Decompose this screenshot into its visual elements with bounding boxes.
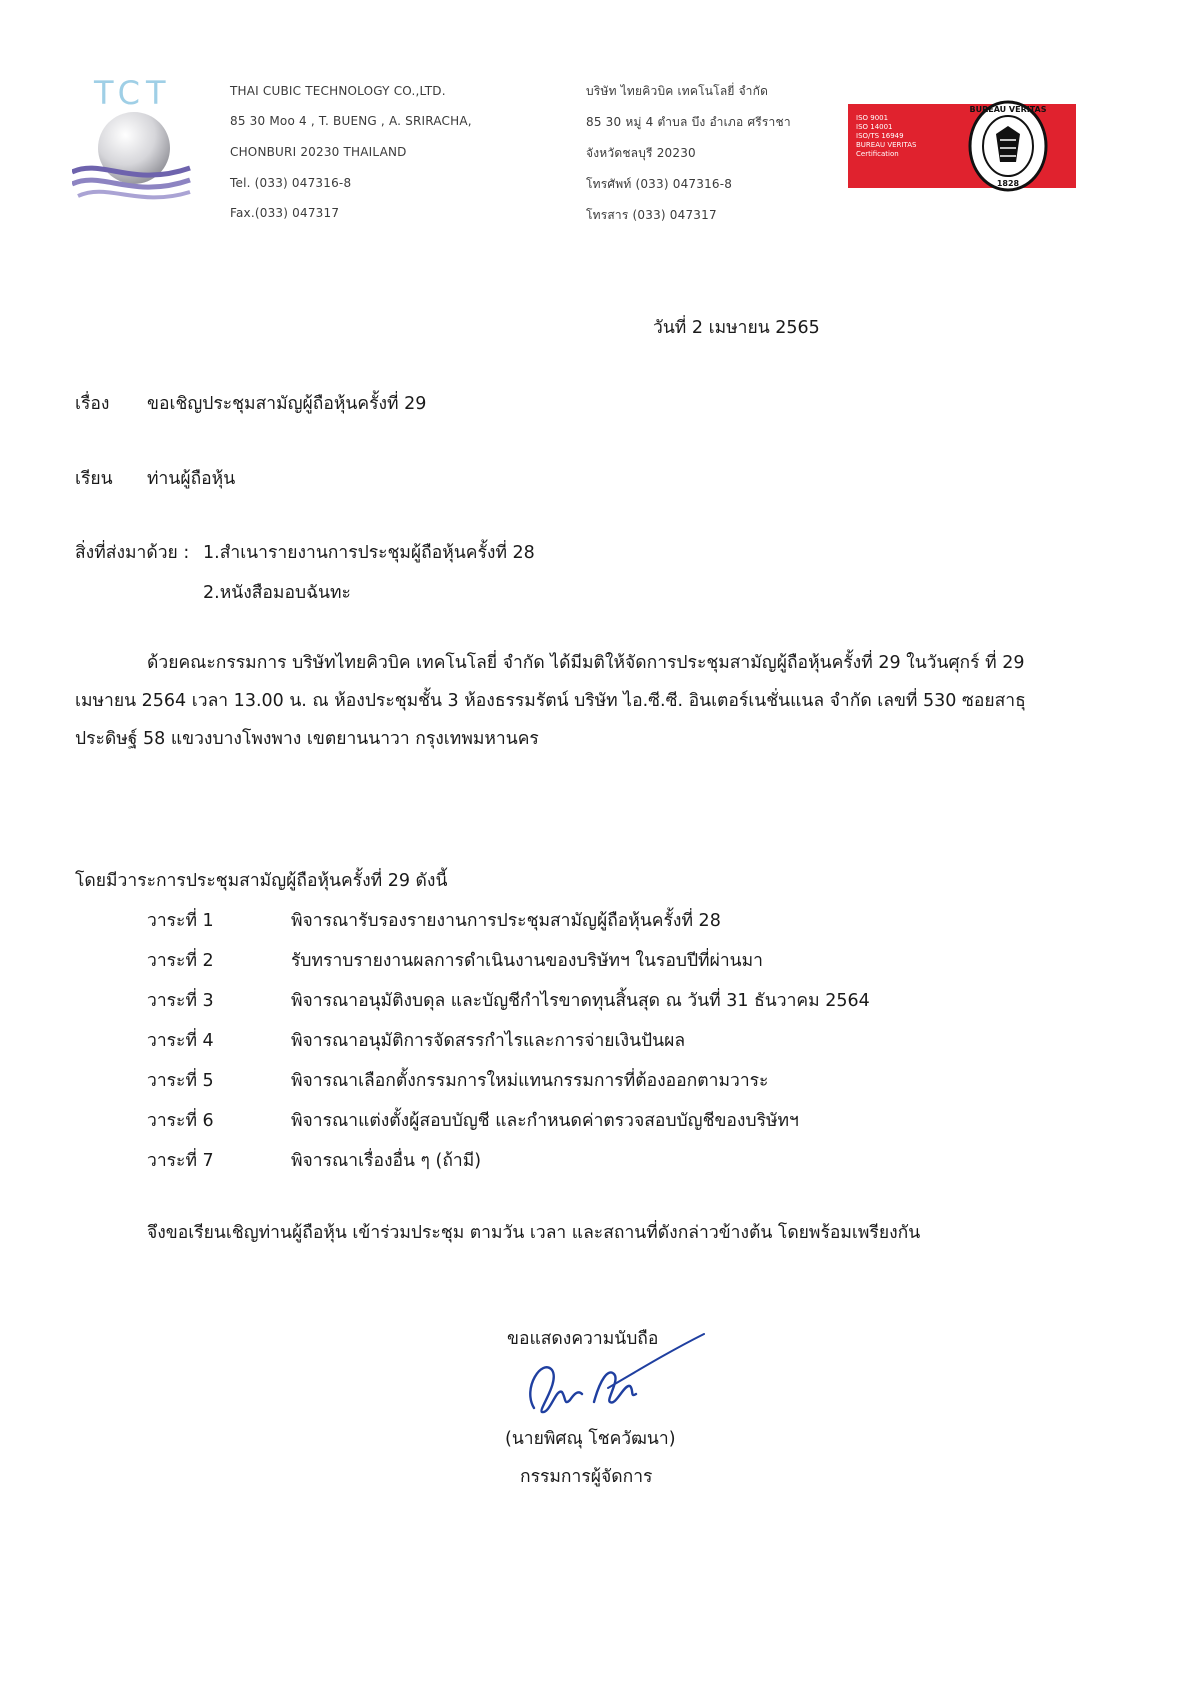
agenda-text: พิจารณาเรื่องอื่น ๆ (ถ้ามี) <box>291 1151 482 1171</box>
tel-en: Tel. (033) 047316-8 <box>230 176 352 190</box>
address-th-1: 85 30 หมู่ 4 ตำบล บึง อำเภอ ศรีราชา <box>586 115 791 129</box>
company-name-en: THAI CUBIC TECHNOLOGY CO.,LTD. <box>230 84 446 98</box>
signatory-title: กรรมการผู้จัดการ <box>520 1467 653 1487</box>
enclosure-item-2: 2.หนังสือมอบฉันทะ <box>203 583 351 603</box>
svg-text:1828: 1828 <box>996 179 1020 188</box>
agenda-text: รับทราบรายงานผลการดำเนินงานของบริษัทฯ ในรอบปีที่ผ่านมา <box>291 951 763 971</box>
body-line-2: เมษายน 2564 เวลา 13.00 น. ณ ห้องประชุมชั้น 3 ห้องธรรมรัตน์ บริษัท ไอ.ซี.ซี. อินเตอร์เนชั่นแนล จำกัด เลขที่ 530 ซอยสาธุ <box>75 691 1026 711</box>
letter-date: วันที่ 2 เมษายน 2565 <box>653 318 820 338</box>
svg-text:BUREAU VERITAS: BUREAU VERITAS <box>969 105 1047 114</box>
logo-sphere-icon <box>72 110 202 210</box>
body-line-1: ด้วยคณะกรรมการ บริษัทไทยคิวบิค เทคโนโลยี่ จำกัด ได้มีมติให้จัดการประชุมสามัญผู้ถือหุ้นครั้งที่ 29 ในวันศุกร์ ที่ 29 <box>147 653 1025 673</box>
enclosures-label: สิ่งที่ส่งมาด้วย : <box>75 543 190 563</box>
address-en-1: 85 30 Moo 4 , T. BUENG , A. SRIRACHA, <box>230 114 472 128</box>
agenda-number: วาระที่ 5 <box>147 1071 214 1091</box>
agenda-text: พิจารณารับรองรายงานการประชุมสามัญผู้ถือหุ้นครั้งที่ 28 <box>291 911 721 931</box>
agenda-text: พิจารณาอนุมัติการจัดสรรกำไรและการจ่ายเงินปันผล <box>291 1031 686 1051</box>
agenda-number: วาระที่ 1 <box>147 911 214 931</box>
handwritten-signature <box>512 1328 712 1428</box>
agenda-number: วาระที่ 2 <box>147 951 214 971</box>
fax-th: โทรสาร (033) 047317 <box>586 208 717 222</box>
body-line-3: ประดิษฐ์ 58 แขวงบางโพงพาง เขตยานนาวา กรุงเทพมหานคร <box>75 729 539 749</box>
address-en-2: CHONBURI 20230 THAILAND <box>230 145 407 159</box>
agenda-number: วาระที่ 6 <box>147 1111 214 1131</box>
company-name-th: บริษัท ไทยคิวบิค เทคโนโลยี่ จำกัด <box>586 84 769 98</box>
tel-th: โทรศัพท์ (033) 047316-8 <box>586 177 733 191</box>
address-th-2: จังหวัดชลบุรี 20230 <box>586 146 696 160</box>
fax-en: Fax.(033) 047317 <box>230 206 340 220</box>
agenda-number: วาระที่ 7 <box>147 1151 214 1171</box>
agenda-intro: โดยมีวาระการประชุมสามัญผู้ถือหุ้นครั้งที่ 29 ดังนี้ <box>75 871 448 891</box>
certification-badge <box>848 104 1076 188</box>
agenda-text: พิจารณาเลือกตั้งกรรมการใหม่แทนกรรมการที่ต้องออกตามวาระ <box>291 1071 769 1091</box>
agenda-number: วาระที่ 4 <box>147 1031 214 1051</box>
agenda-text: พิจารณาอนุมัติงบดุล และบัญชีกำไรขาดทุนสิ้นสุด ณ วันที่ 31 ธันวาคม 2564 <box>291 991 870 1011</box>
addressee-label: เรียน <box>75 469 113 489</box>
subject-text: ขอเชิญประชุมสามัญผู้ถือหุ้นครั้งที่ 29 <box>147 394 427 414</box>
agenda-text: พิจารณาแต่งตั้งผู้สอบบัญชี และกำหนดค่าตรวจสอบบัญชีของบริษัทฯ <box>291 1111 799 1131</box>
logo-text: TCT <box>94 74 172 112</box>
enclosure-item-1: 1.สำเนารายงานการประชุมผู้ถือหุ้นครั้งที่ 28 <box>203 543 535 563</box>
subject-label: เรื่อง <box>75 394 110 414</box>
certification-lines: ISO 9001 ISO 14001 ISO/TS 16949 BUREAU VERITAS Certification <box>856 114 917 158</box>
addressee-text: ท่านผู้ถือหุ้น <box>147 469 236 489</box>
signatory-name: (นายพิศณุ โชควัฒนา) <box>505 1429 676 1449</box>
closing-paragraph: จึงขอเรียนเชิญท่านผู้ถือหุ้น เข้าร่วมประชุม ตามวัน เวลา และสถานที่ดังกล่าวข้างต้น โดยพร้อมเพรียงกัน <box>147 1223 921 1243</box>
agenda-number: วาระที่ 3 <box>147 991 214 1011</box>
company-logo <box>72 72 202 212</box>
salutation: ขอแสดงความนับถือ <box>507 1329 659 1349</box>
bureau-veritas-seal-icon <box>966 98 1050 194</box>
